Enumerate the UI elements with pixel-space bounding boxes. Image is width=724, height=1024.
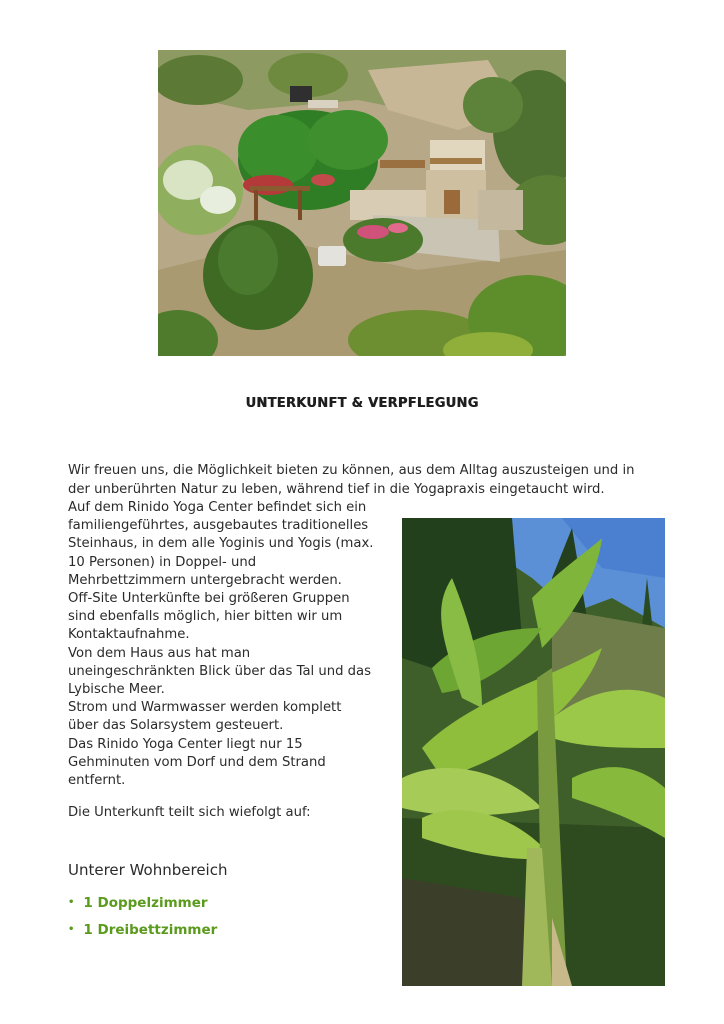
text-line: uneingeschränkten Blick über das Tal und das — [68, 663, 371, 679]
text-line: Das Rinido Yoga Center liegt nur 15 — [68, 736, 303, 752]
text-line: Mehrbettzimmern untergebracht werden. — [68, 572, 342, 588]
description-text — [68, 499, 398, 790]
text-line: Off-Site Unterkünfte bei größeren Gruppen — [68, 591, 350, 607]
room-label: 1 Doppelzimmer — [83, 894, 208, 911]
text-line: Lybische Meer. — [68, 682, 165, 698]
text-line: Kontaktaufnahme. — [68, 627, 190, 643]
intro-paragraph: Wir freuen uns, die Möglichkeit bieten zu können, aus dem Alltag auszusteigen und in der unberührten Natur zu leben, während tief in die Yogapraxis eingetaucht wird. — [68, 463, 635, 497]
text-line: entfernt. — [68, 773, 126, 789]
text-line: Gehminuten vom Dorf und dem Strand — [68, 754, 326, 770]
text-line: sind ebenfalls möglich, hier bitten wir um — [68, 609, 343, 625]
text-line: Steinhaus, in dem alle Yoginis und Yogis (max. — [68, 536, 374, 552]
text-line: Auf dem Rinido Yoga Center befindet sich ein — [68, 500, 367, 515]
text-line: familiengeführtes, ausgebautes traditionelles — [68, 518, 369, 534]
text-line: 10 Personen) in Doppel- und — [68, 554, 257, 570]
bullet-icon: • — [68, 897, 75, 908]
room-label: 1 Dreibettzimmer — [83, 921, 218, 938]
text-line: über das Solarsystem gesteuert. — [68, 718, 284, 734]
division-intro: Die Unterkunft teilt sich wiefolgt auf: — [68, 805, 311, 820]
list-item — [68, 889, 217, 916]
page-heading: UNTERKUNFT & VERPFLEGUNG — [245, 396, 479, 411]
house-hillside-photo — [158, 50, 566, 356]
bullet-icon: • — [68, 924, 75, 935]
room-list — [68, 889, 217, 943]
text-line: Von dem Haus aus hat man — [68, 645, 251, 661]
list-item — [68, 916, 217, 943]
section-title: Unterer Wohnbereich — [68, 861, 228, 879]
banana-plants-photo — [402, 518, 665, 986]
text-line: Strom und Warmwasser werden komplett — [68, 700, 342, 716]
